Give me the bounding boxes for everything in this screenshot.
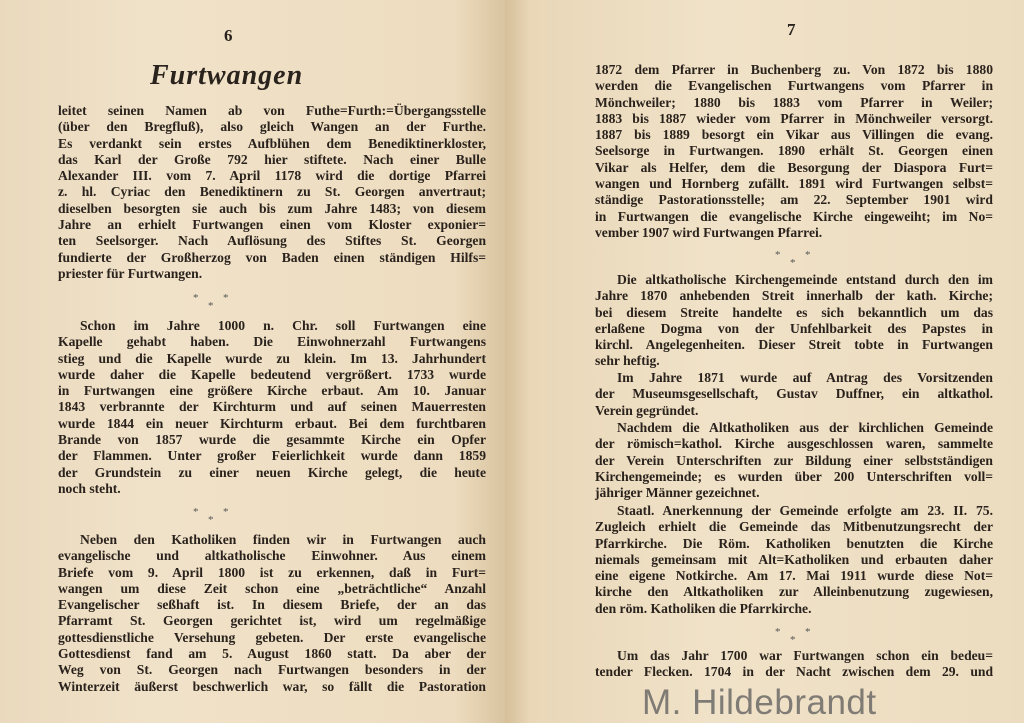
- text-line: fundierte der Großherzog von Baden einen ständigen Hilfs=: [58, 249, 486, 265]
- text-line: stieg und die Kapelle wurde zu klein. Im 13. Jahrhundert: [58, 350, 486, 366]
- paragraph: [595, 503, 993, 617]
- text-line: der römisch=kathol. Kirche ausgeschlossen waren, sammelte: [595, 436, 993, 452]
- text-line: wangen um diese Zeit schon eine „beträchtliche“ Anzahl: [58, 580, 486, 596]
- text-line: bei diesem Streite handelte es sich bekanntlich um das: [595, 304, 993, 320]
- text-line: Briefe vom 9. April 1800 ist zu erkennen, daß in Furt=: [58, 564, 486, 580]
- text-line: wurde 1844 ein neuer Kirchturm erbaut. Bei dem furchtbaren: [58, 415, 486, 431]
- text-line: das Karl der Große 792 hier stiftete. Nach einer Bulle: [58, 151, 486, 167]
- right-page: [505, 0, 1024, 723]
- text-line: Seelsorge in Furtwangen. 1890 erhält St. Georgen einen: [595, 143, 993, 159]
- text-line: Weg von St. Georgen nach Furtwangen besonders in der: [58, 662, 486, 678]
- paragraph: [595, 648, 993, 681]
- asterisk: *: [193, 506, 199, 518]
- text-line: gottesdienstliche Versehung gebeten. Der erste evangelische: [58, 629, 486, 645]
- text-line: der Flammen. Unter großer Feierlichkeit wurde dann 1859: [58, 448, 486, 464]
- page-title: Furtwangen: [150, 60, 304, 91]
- text-line: evangelische und altkatholische Einwohner. Aus einem: [58, 548, 486, 564]
- text-line: Gottesdienst fand am 5. August 1860 statt. Da aber der: [58, 646, 486, 662]
- asterisk: *: [775, 249, 781, 261]
- text-line: Evangelischer seßhaft ist. In diesem Briefe, der an das: [58, 597, 486, 613]
- text-line: Pfarrkirche. Die Röm. Katholiken benutzten die Kirche: [595, 535, 993, 551]
- section-separator: [185, 292, 245, 310]
- text-line: werden die Evangelischen Furtwangens vom Pfarrer in: [595, 78, 993, 94]
- text-line: Zugleich erhielt die Gemeinde das Mitbenutzungsrecht der: [595, 519, 993, 535]
- text-line: 1883 bis 1887 wieder vom Pfarrer in Mönchweiler versorgt.: [595, 110, 993, 126]
- text-line: Verein gegründet.: [595, 402, 699, 418]
- text-line: Alexander III. vom 7. April 1178 wird die dortige Pfarrei: [58, 168, 486, 184]
- text-line: Jahre an erhielt Furtwangen einen vom Kloster exponier=: [58, 217, 486, 233]
- paragraph: [595, 272, 993, 370]
- text-line: Die altkatholische Kirchengemeinde entstand durch den im: [617, 272, 993, 287]
- text-line: Es verdankt sein erstes Aufblühen dem Benediktinerkloster,: [58, 135, 486, 151]
- text-line: jähriger Männer gezeichnet.: [595, 485, 760, 501]
- text-line: Brande von 1857 wurde die gesammte Kirche ein Opfer: [58, 432, 486, 448]
- text-line: Pfarramt St. Georgen gerichtet ist, wird um regelmäßige: [58, 613, 486, 629]
- section-separator: [185, 506, 245, 524]
- text-line: niemals gemeinsam mit Alt=Katholiken und erbauten daher: [595, 551, 993, 567]
- paragraph: [595, 370, 993, 419]
- text-line: 1843 verbrannte der Kirchturm und auf seinen Mauerresten: [58, 399, 486, 415]
- text-line: (über den Bregfluß), also gleich Wangen an der Furthe.: [58, 119, 486, 135]
- text-line: ständige Pastorationsstelle; am 22. September 1901 wird: [595, 192, 993, 208]
- paragraph: [58, 532, 486, 695]
- text-line: Winterzeit äußerst beschwerlich war, so fällt die Pastoration: [58, 678, 486, 694]
- section-separator: [767, 626, 827, 644]
- text-line: Jahre 1870 anhebenden Streit innerhalb der kath. Kirche;: [595, 288, 993, 304]
- text-line: der Verein Unterschriften zur Bildung einer selbstständigen: [595, 452, 993, 468]
- text-line: den röm. Katholiken die Pfarrkirche.: [595, 600, 812, 616]
- paragraph: [58, 318, 486, 497]
- asterisk: *: [223, 506, 229, 518]
- text-line: Kapelle gehabt haben. Die Einwohnerzahl Furtwangens: [58, 334, 486, 350]
- text-line: Mönchweiler; 1880 bis 1883 vom Pfarrer in Weiler;: [595, 94, 993, 110]
- text-line: 1887 bis 1889 besorgt ein Vikar aus Villingen die evang.: [595, 127, 993, 143]
- text-line: leitet seinen Namen ab von Futhe=Furth:=Übergangsstelle: [58, 103, 486, 118]
- text-line: 1872 dem Pfarrer in Buchenberg zu. Von 1872 bis 1880: [595, 62, 993, 77]
- asterisk: *: [790, 634, 796, 646]
- section-separator: [767, 249, 827, 267]
- text-line: Kirchengemeinde; es wurden über 200 Unterschriften voll=: [595, 468, 993, 484]
- paragraph: [595, 62, 993, 241]
- text-line: Staatl. Anerkennung der Gemeinde erfolgte am 23. II. 75.: [617, 503, 993, 518]
- text-line: priester für Furtwangen.: [58, 265, 203, 281]
- text-line: kirchl. Angelegenheiten. Dieser Streit tobte in Furtwangen: [595, 337, 993, 353]
- text-line: der Grundstein zu einer neuen Kirche gelegt, die heute: [58, 464, 486, 480]
- text-line: wangen und Hornberg zufällt. 1891 wird Furtwangen selbst=: [595, 176, 993, 192]
- text-line: Schon im Jahre 1000 n. Chr. soll Furtwangen eine: [80, 318, 486, 333]
- watermark: M. Hildebrandt: [642, 683, 877, 722]
- text-line: wurde daher die Kapelle bedeutend vergrößert. 1733 wurde: [58, 366, 486, 382]
- text-line: Nachdem die Altkatholiken aus der kirchlichen Gemeinde: [617, 420, 993, 435]
- text-line: Neben den Katholiken finden wir in Furtwangen auch: [80, 532, 486, 547]
- paragraph: [58, 103, 486, 282]
- text-line: erlaßene Dogma von der Unfehlbarkeit des Papstes in: [595, 320, 993, 336]
- asterisk: *: [223, 292, 229, 304]
- asterisk: *: [790, 257, 796, 269]
- text-line: der Museumsgesellschaft, Gustav Duffner, ein altkathol.: [595, 386, 993, 402]
- text-line: ten Seelsorger. Nach Auflösung des Stiftes St. Georgen: [58, 233, 486, 249]
- text-line: eine eigene Notkirche. Am 17. Mai 1911 wurde diese Not=: [595, 568, 993, 584]
- text-line: noch steht.: [58, 480, 121, 496]
- paragraph: [595, 420, 993, 501]
- text-line: z. hl. Cyriac den Benediktinern zu St. Georgen anvertraut;: [58, 184, 486, 200]
- asterisk: *: [208, 514, 214, 526]
- page-number: 7: [787, 20, 796, 39]
- asterisk: *: [193, 292, 199, 304]
- asterisk: *: [208, 300, 214, 312]
- text-line: Im Jahre 1871 wurde auf Antrag des Vorsitzenden: [617, 370, 993, 385]
- page-number: 6: [224, 26, 233, 45]
- text-line: tender Flecken. 1704 in der Nacht zwischen dem 29. und: [595, 664, 993, 680]
- text-line: in Furtwangen eine größere Kirche erbaut. Am 10. Januar: [58, 383, 486, 399]
- left-page: [0, 0, 505, 723]
- text-line: Vikar als Helfer, dem die Besorgung der Diaspora Furt=: [595, 159, 993, 175]
- asterisk: *: [805, 249, 811, 261]
- text-line: sehr heftig.: [595, 353, 660, 369]
- text-line: Um das Jahr 1700 war Furtwangen schon ein bedeu=: [617, 648, 993, 663]
- text-line: dieselben besorgten sie auch bis zum Jahre 1483; von diesem: [58, 200, 486, 216]
- text-line: kirche den Altkatholiken zur Alleinbenutzung zugewiesen,: [595, 584, 993, 600]
- text-line: in Furtwangen die evangelische Kirche eingeweiht; im No=: [595, 208, 993, 224]
- asterisk: *: [805, 626, 811, 638]
- asterisk: *: [775, 626, 781, 638]
- text-line: vember 1907 wird Furtwangen Pfarrei.: [595, 224, 823, 240]
